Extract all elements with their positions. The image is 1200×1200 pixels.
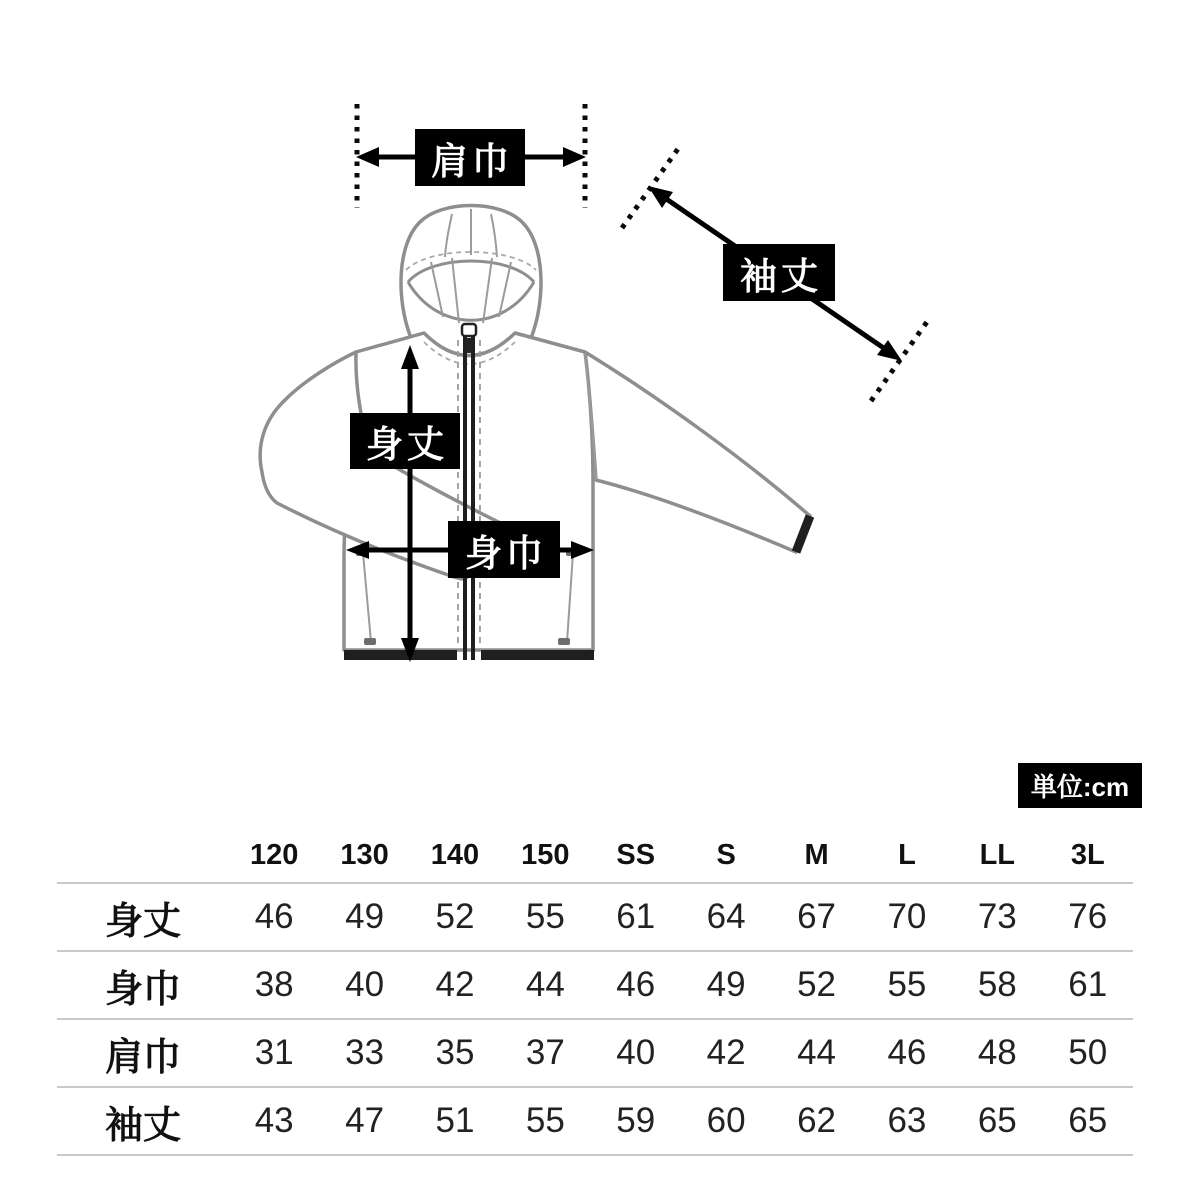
row-label: 袖丈: [57, 1087, 229, 1155]
size-col-header: 120: [250, 838, 299, 871]
shoulder-width-label: 肩巾: [415, 129, 525, 186]
cell: 50: [1043, 1019, 1133, 1087]
cell: 55: [500, 1087, 590, 1155]
cell: 42: [410, 951, 500, 1019]
cell: 51: [410, 1087, 500, 1155]
cell: 60: [681, 1087, 771, 1155]
cell: 64: [681, 883, 771, 951]
table-row-sleeve-length: [57, 1087, 1133, 1155]
cell: 37: [500, 1019, 590, 1087]
sleeve-length-label: 袖丈: [723, 244, 835, 301]
cell: 40: [319, 951, 409, 1019]
cell: 46: [229, 883, 319, 951]
size-col-header: S: [716, 838, 736, 871]
cell: 70: [862, 883, 952, 951]
cell: 65: [1043, 1087, 1133, 1155]
cell: 52: [771, 951, 861, 1019]
cell: 58: [952, 951, 1042, 1019]
cell: 63: [862, 1087, 952, 1155]
size-col-header: 130: [340, 838, 389, 871]
row-label: 身巾: [57, 951, 229, 1019]
pocket-right-tab-bottom: [558, 638, 570, 645]
row-label: 身丈: [57, 883, 229, 951]
zipper-pull: [462, 324, 476, 336]
table-row-body-length: [57, 883, 1133, 951]
size-col-header: 150: [521, 838, 570, 871]
size-col-header: L: [898, 838, 916, 871]
right-sleeve: [585, 352, 810, 552]
cell: 33: [319, 1019, 409, 1087]
cell: 49: [681, 951, 771, 1019]
size-col-header: 3L: [1070, 838, 1105, 871]
cell: 40: [591, 1019, 681, 1087]
cell: 31: [229, 1019, 319, 1087]
cell: 52: [410, 883, 500, 951]
cell: 55: [862, 951, 952, 1019]
table-row-shoulder-width: [57, 1019, 1133, 1087]
zipper-pull-tab: [466, 338, 473, 353]
size-col-header: 140: [430, 838, 480, 871]
cell: 44: [500, 951, 590, 1019]
cell: 35: [410, 1019, 500, 1087]
cell: 59: [591, 1087, 681, 1155]
cell: 42: [681, 1019, 771, 1087]
unit-badge: 単位:cm: [1018, 763, 1142, 808]
cell: 48: [952, 1019, 1042, 1087]
sleeve-arrowhead-upper: [648, 186, 673, 208]
cell: 46: [862, 1019, 952, 1087]
cell: 65: [952, 1087, 1042, 1155]
size-table: [57, 828, 1133, 1156]
cell: 61: [1043, 951, 1133, 1019]
cell: 38: [229, 951, 319, 1019]
cell: 73: [952, 883, 1042, 951]
cell: 43: [229, 1087, 319, 1155]
right-sleeve-outline: [585, 352, 810, 552]
cell: 47: [319, 1087, 409, 1155]
corner-cell: [57, 828, 229, 883]
cell: 61: [591, 883, 681, 951]
cell: 76: [1043, 883, 1133, 951]
size-col-header: M: [804, 838, 829, 871]
cell: 67: [771, 883, 861, 951]
cell: 44: [771, 1019, 861, 1087]
body-width-label: 身巾: [448, 521, 560, 578]
size-col-header: LL: [979, 838, 1016, 871]
size-header-row: [57, 828, 1133, 883]
pocket-left-tab-bottom: [364, 638, 376, 645]
cell: 55: [500, 883, 590, 951]
body-length-label: 身丈: [350, 413, 460, 469]
cell: 46: [591, 951, 681, 1019]
cell: 62: [771, 1087, 861, 1155]
cell: 49: [319, 883, 409, 951]
table-row-body-width: [57, 951, 1133, 1019]
row-label: 肩巾: [57, 1019, 229, 1087]
size-col-header: SS: [616, 838, 656, 871]
